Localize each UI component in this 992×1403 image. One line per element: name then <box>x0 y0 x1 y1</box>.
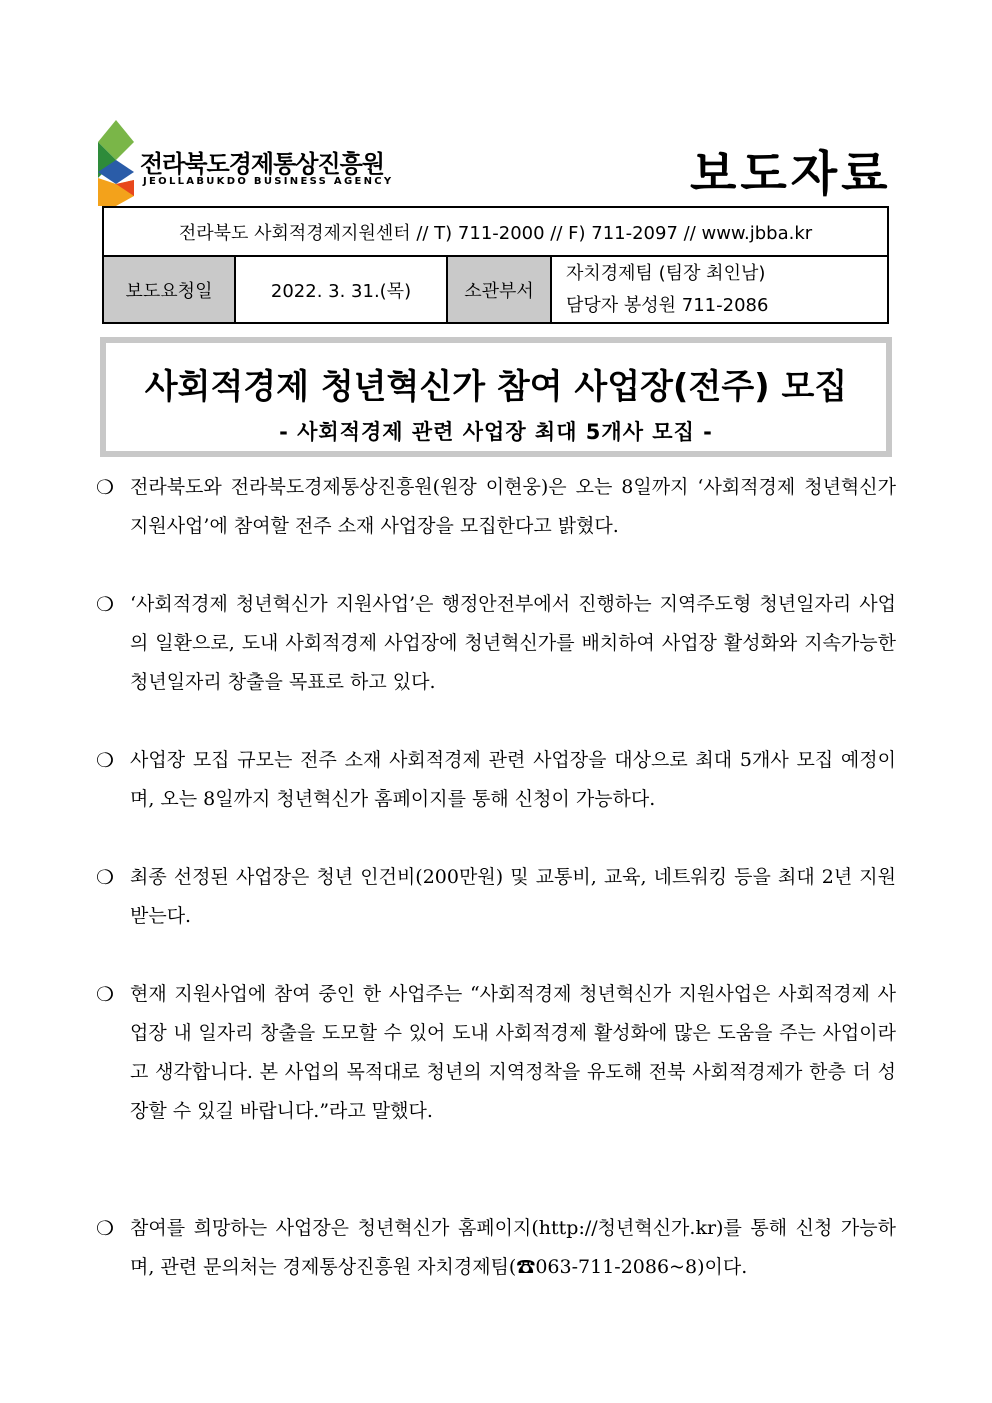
department-label: 소관부서 <box>447 256 551 323</box>
paragraph <box>96 1209 896 1287</box>
paragraph <box>96 858 896 936</box>
circle-bullet-icon: ❍ <box>96 865 114 889</box>
request-date-label: 보도요청일 <box>103 256 235 323</box>
org-name-korean: 전라북도경제통상진흥원 <box>140 150 385 178</box>
paragraph-text: 전라북도와 전라북도경제통상진흥원(원장 이현웅)은 오는 8일까지 ‘사회적경제 청년혁신가 지원사업’에 참여할 전주 소재 사업장을 모집한다고 밝혔다. <box>130 476 896 537</box>
paragraph <box>96 468 896 546</box>
circle-bullet-icon: ❍ <box>96 1216 114 1240</box>
headline-box <box>100 337 892 457</box>
paragraph-text: 최종 선정된 사업장은 청년 인건비(200만원) 및 교통비, 교육, 네트워킹 등을 최대 2년 지원받는다. <box>130 866 896 927</box>
department-team: 자치경제팀 (팀장 최인남) <box>566 262 766 284</box>
press-info-table <box>102 206 889 324</box>
circle-bullet-icon: ❍ <box>96 982 114 1006</box>
org-logo <box>94 120 394 208</box>
paragraph-text: ‘사회적경제 청년혁신가 지원사업’은 행정안전부에서 진행하는 지역주도형 청년일자리 사업의 일환으로, 도내 사회적경제 사업장에 청년혁신가를 배치하여 사업장 활성화와 지속가능한 청년일자리 창출을 목표로 하고 있다. <box>130 593 896 693</box>
document-type-title: 보도자료 <box>690 146 892 202</box>
paragraph <box>96 741 896 819</box>
circle-bullet-icon: ❍ <box>96 592 114 616</box>
paragraph-text: 참여를 희망하는 사업장은 청년혁신가 홈페이지(http://청년혁신가.kr)를 통해 신청 가능하며, 관련 문의처는 경제통상진흥원 자치경제팀(☎063-711-2086~8)이다. <box>130 1217 896 1278</box>
department-contact: 담당자 봉성원 711-2086 <box>566 294 769 316</box>
headline-title: 사회적경제 청년혁신가 참여 사업장(전주) 모집 <box>144 367 848 407</box>
paragraph <box>96 975 896 1131</box>
org-name-english: JEOLLABUKDO BUSINESS AGENCY <box>143 176 394 187</box>
department-info <box>551 256 888 323</box>
circle-bullet-icon: ❍ <box>96 475 114 499</box>
paragraph <box>96 585 896 702</box>
paragraph-text: 현재 지원사업에 참여 중인 한 사업주는 “사회적경제 청년혁신가 지원사업은 사회적경제 사업장 내 일자리 창출을 도모할 수 있어 도내 사회적경제 활성화에 많은 도움을 주는 사업이라고 생각합니다. 본 사업의 목적대로 청년의 지역정착을 유도해 전북 사회적경제가 한층 더 성장할 수 있길 바랍니다.”라고 말했다. <box>130 983 896 1122</box>
headline-subtitle: - 사회적경제 관련 사업장 최대 5개사 모집 - <box>279 420 713 444</box>
agency-logo-icon <box>94 120 138 206</box>
circle-bullet-icon: ❍ <box>96 748 114 772</box>
contact-line: 전라북도 사회적경제지원센터 // T) 711-2000 // F) 711-2097 // www.jbba.kr <box>103 207 888 256</box>
request-date-value: 2022. 3. 31.(목) <box>235 256 447 323</box>
paragraph-text: 사업장 모집 규모는 전주 소재 사회적경제 관련 사업장을 대상으로 최대 5개사 모집 예정이며, 오는 8일까지 청년혁신가 홈페이지를 통해 신청이 가능하다. <box>130 749 896 810</box>
